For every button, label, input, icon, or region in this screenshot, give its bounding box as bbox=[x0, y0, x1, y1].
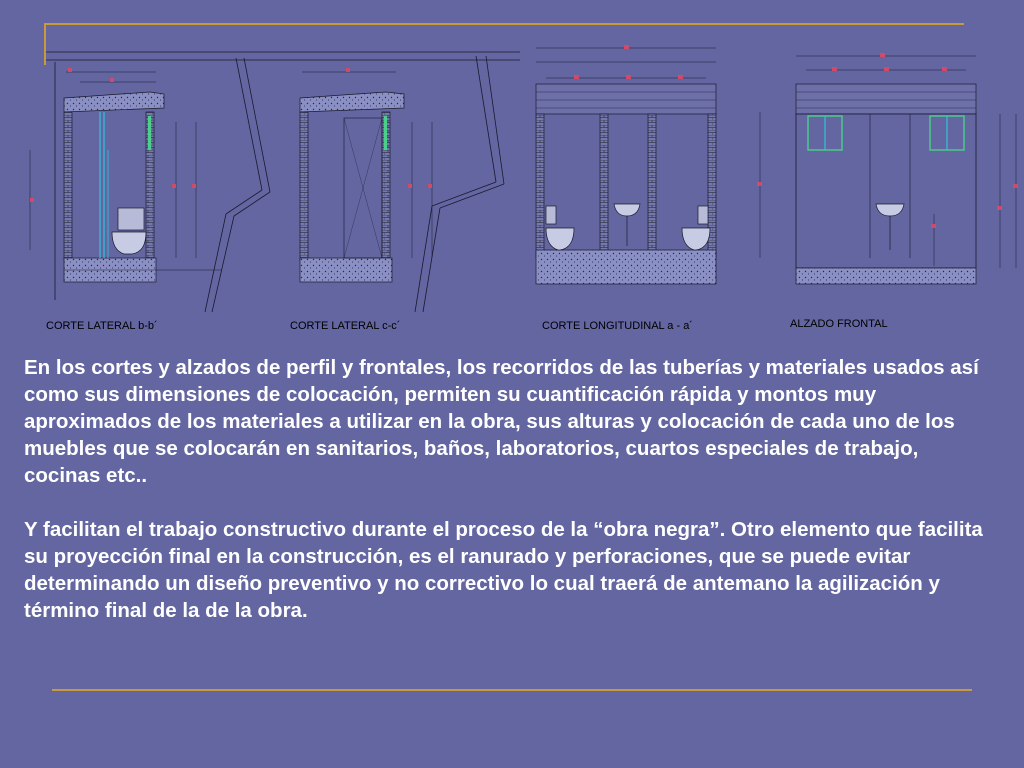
corte-lateral-b bbox=[30, 68, 222, 282]
caption-alzado-frontal: ALZADO FRONTAL bbox=[790, 318, 888, 330]
architectural-drawing bbox=[0, 0, 1024, 330]
corte-lateral-c bbox=[300, 68, 432, 282]
body-text bbox=[24, 354, 999, 624]
caption-corte-lateral-b: CORTE LATERAL b-b´ bbox=[46, 320, 158, 332]
caption-corte-longitudinal: CORTE LONGITUDINAL a - a´ bbox=[542, 320, 693, 332]
paragraph-1: En los cortes y alzados de perfil y frontales, los recorridos de las tuberías y materiales usados así como sus dimensiones de colocación, permiten su cuantificación rápida y montos muy aproximados de los materiales a utilizar en la obra, sus alturas y colocación de cada uno de los muebles que se colocarán en sanitarios, baños, laboratorios, cuartos especiales de trabajo, cocinas etc.. bbox=[24, 356, 979, 487]
caption-corte-lateral-c: CORTE LATERAL c-c´ bbox=[290, 320, 401, 332]
alzado-frontal bbox=[796, 53, 1018, 284]
bottom-gold-line bbox=[52, 689, 972, 691]
corte-longitudinal-a bbox=[536, 45, 762, 284]
paragraph-2: Y facilitan el trabajo constructivo durante el proceso de la “obra negra”. Otro elemento que facilita su proyección final en la construcción, es el ranurado y perforaciones, que se puede evitar determinando un diseño preventivo y no correctivo lo cual traerá de antemano la agilización y término final de la de la obra. bbox=[24, 518, 983, 622]
